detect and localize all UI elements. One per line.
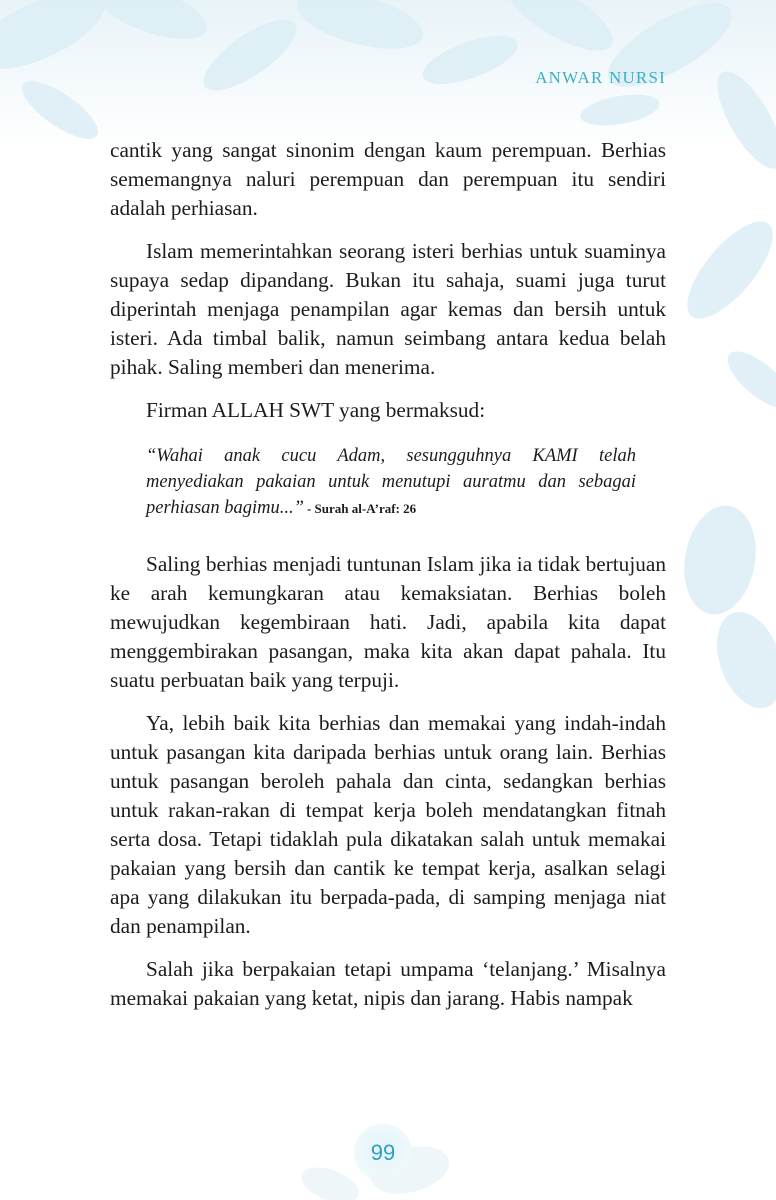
paragraph-6: Salah jika berpakaian tetapi umpama ‘telanjang.’ Misalnya memakai pakaian yang ketat, nipis dan jarang. Habis nampak (110, 957, 666, 1010)
quran-quote (146, 443, 666, 522)
paragraph-2: Islam memerintahkan seorang isteri berhias untuk suaminya supaya sedap dipandang. Bukan itu sahaja, suami juga turut diperintah menjaga penampilan agar kemas dan bersih untuk isteri. Ada timbal balik, namun seimbang antara kedua belah pihak. Saling memberi dan menerima. (110, 239, 666, 379)
quote-text: “Wahai anak cucu Adam, sesungguhnya KAMI telah menyediakan pakaian untuk menutupi auratmu dan sebagai perhiasan bagimu...” (146, 446, 636, 518)
page-number: 99 (354, 1124, 412, 1182)
page-body (110, 136, 666, 1013)
paragraph-1: cantik yang sangat sinonim dengan kaum perempuan. Berhias sememangnya naluri perempuan dan perempuan itu sendiri adalah perhiasan. (110, 138, 666, 220)
paragraph-5: Ya, lebih baik kita berhias dan memakai yang indah-indah untuk pasangan kita daripada berhias untuk orang lain. Berhias untuk pasangan beroleh pahala dan cinta, sedangkan berhias untuk rakan-rakan di tempat kerja boleh mendatangkan fitnah serta dosa. Tetapi tidaklah pula dikatakan salah untuk memakai pakaian yang bersih dan cantik ke tempat kerja, asalkan selagi apa yang dilakukan itu berpada-pada, di samping menjaga niat dan penampilan. (110, 711, 666, 938)
running-header-author: ANWAR NURSI (535, 68, 666, 87)
quote-reference: - Surah al-A’raf: 26 (306, 501, 417, 516)
paragraph-3: Firman ALLAH SWT yang bermaksud: (146, 398, 486, 422)
paragraph-4: Saling berhias menjadi tuntunan Islam jika ia tidak bertujuan ke arah kemungkaran atau kemaksiatan. Berhias boleh mewujudkan kegembiraan hati. Jadi, apabila kita dapat menggembirakan pasangan, maka kita akan dapat pahala. Itu suatu perbuatan baik yang terpuji. (110, 552, 666, 692)
